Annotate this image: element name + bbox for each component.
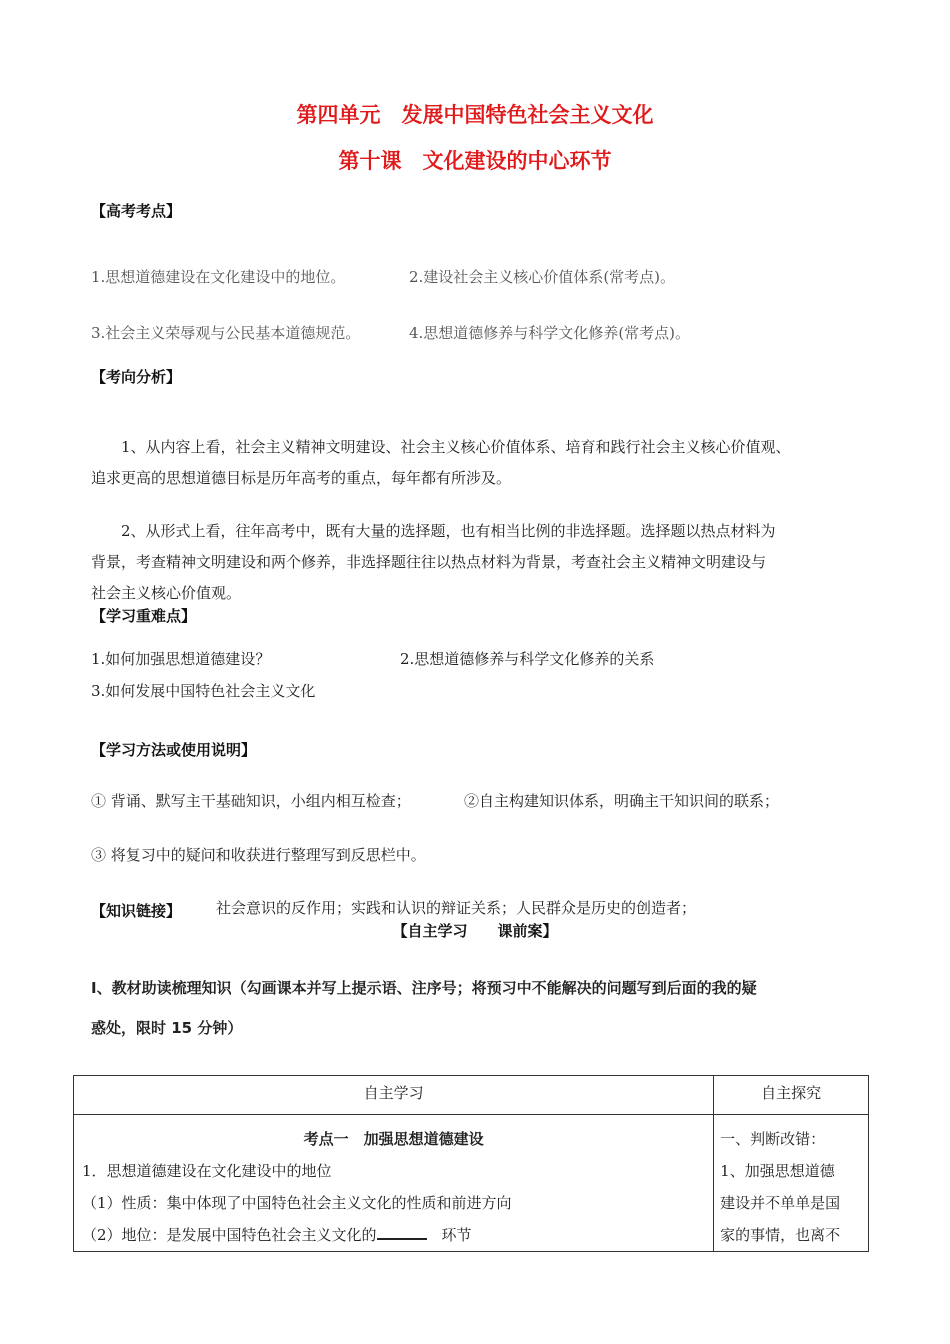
col1-header-text: 自主学习 (363, 1084, 424, 1102)
study-table (73, 1075, 869, 1252)
right-line: 家的事情，也离不 (720, 1226, 841, 1244)
table-left-cell (74, 1115, 714, 1252)
links-text: 社会意识的反作用；实践和认识的辩证关系；人民群众是历史的创造者； (216, 899, 697, 917)
right-line: 建设并不单单是国 (720, 1194, 841, 1212)
unit-title: 第四单元 发展中国特色社会主义文化 (296, 103, 654, 127)
exam-point-item: 4.思想道德修养与科学文化修养(常考点)。 (409, 324, 691, 342)
analysis-paragraph-line: 追求更高的思想道德目标是历年高考的重点，每年都有所涉及。 (91, 469, 512, 487)
right-line: 一、判断改错： (720, 1130, 826, 1148)
right-line: 1、加强思想道德 (720, 1162, 835, 1180)
exam-point-item: 2.建设社会主义核心价值体系(常考点)。 (409, 268, 676, 286)
links-heading: 【知识链接】 (91, 902, 182, 920)
key-point-item: 3.如何发展中国特色社会主义文化 (91, 682, 316, 700)
table-header-explore (714, 1076, 869, 1115)
lesson-title: 第十课 文化建设的中心环节 (338, 149, 612, 173)
col2-header-text: 自主探究 (761, 1084, 822, 1102)
self-study-task-line: 惑处，限时 15 分钟） (91, 1019, 243, 1037)
exam-points-heading: 【高考考点】 (91, 202, 182, 220)
position-line (74, 1219, 713, 1251)
table-header-self-study (74, 1076, 714, 1115)
exam-point-item: 1.思想道德建设在文化建设中的地位。 (91, 268, 346, 286)
kp1-title: 考点一 加强思想道德建设 (303, 1130, 484, 1148)
position-prefix: （2）地位：是发展中国特色社会主义文化的 (82, 1226, 377, 1244)
analysis-paragraph-line: 社会主义核心价值观。 (91, 584, 242, 602)
analysis-paragraph-line: 2、从形式上看，往年高考中，既有大量的选择题，也有相当比例的非选择题。选择题以热点材料为 (121, 522, 776, 540)
method-item: ① 背诵、默写主干基础知识，小组内相互检查； (91, 792, 411, 810)
left-line: 1．思想道德建设在文化建设中的地位 (82, 1162, 332, 1180)
methods-heading: 【学习方法或使用说明】 (91, 741, 257, 759)
analysis-paragraph-line: 背景，考查精神文明建设和两个修养，非选择题往往以热点材料为背景，考查社会主义精神文明建设与 (91, 553, 767, 571)
analysis-heading: 【考向分析】 (91, 368, 182, 386)
key-points-heading: 【学习重难点】 (91, 607, 197, 625)
analysis-paragraph-line: 1、从内容上看，社会主义精神文明建设、社会主义核心价值体系、培育和践行社会主义核心价值观、 (121, 438, 791, 456)
fill-blank[interactable] (377, 1222, 427, 1240)
key-point-item: 2.思想道德修养与科学文化修养的关系 (400, 650, 655, 668)
position-suffix: 环节 (426, 1226, 472, 1244)
method-item: ②自主构建知识体系，明确主干知识间的联系； (464, 792, 780, 810)
table-right-cell (714, 1115, 869, 1252)
self-study-task-line: Ⅰ、教材助读梳理知识（勾画课本并写上提示语、注序号；将预习中不能解决的问题写到后面的我的疑 (91, 979, 757, 997)
exam-point-item: 3.社会主义荣辱观与公民基本道德规范。 (91, 324, 361, 342)
method-item: ③ 将复习中的疑问和收获进行整理写到反思栏中。 (91, 846, 426, 864)
left-line: （1）性质：集中体现了中国特色社会主义文化的性质和前进方向 (82, 1194, 512, 1212)
key-point-item: 1.如何加强思想道德建设？ (91, 650, 271, 668)
self-study-heading: 【自主学习 课前案】 (392, 922, 558, 940)
